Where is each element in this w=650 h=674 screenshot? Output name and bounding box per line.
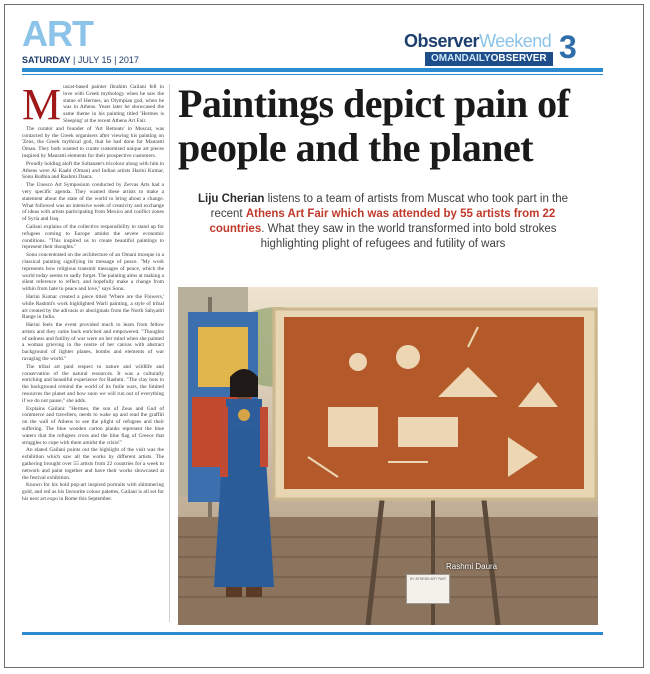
photo-illustration — [178, 287, 598, 625]
body-paragraph: Known for his bold pop-art inspired portraits with shimmering gold, and red as his favourite colour palettes, Gailani is all set for his next art expo in Rome this September. — [22, 482, 164, 503]
masthead-subbrand — [425, 52, 553, 66]
exhibition-sign: BY ATHENS ART FAIR — [406, 574, 450, 604]
drop-cap: M — [22, 84, 62, 129]
dateline-separator: | — [73, 55, 78, 65]
standfirst — [190, 192, 576, 252]
body-paragraph: Harini feels the event provided much to learn from fellow artists and they came back enriched and empowered. "Thoughts of sadness and futility of war were on her mind when she painted a woman grieving in the centre of her canvas with abstract background of lighter planes, bombs and elements of war ravaging the world." — [22, 322, 164, 363]
standfirst-highlight: Athens Art Fair which was attended by 55 artists from 22 countries — [209, 208, 556, 235]
body-paragraph: The Unesco Art Symposium conducted by Zervas Arts had a very specific agenda. They wanted these artists to make a statement about the state of the world to bring about a change. What followed was an intensive week of creativity and exchange of ideas with artists participating from Mexico and conflict zones of Syria and Iraq. — [22, 182, 164, 223]
headline: Paintings depict pain of people and the planet — [178, 81, 570, 170]
brand-weekend: Weekend — [479, 31, 552, 51]
header-rule-thin — [22, 74, 603, 75]
dateline-day: SATURDAY — [22, 55, 71, 65]
body-paragraph: The curator and founder of 'Art Retreats' in Muscat, was contacted by the Greek organisers after viewing his painting on 'Zeus, the Greek mythical god, that he had done for Mauratti Oman. They both wanted to curate customised unique art pieces inspired by Mauratti elements for their prospective customers. — [22, 125, 164, 159]
photo-caption: Rashmi Daura — [446, 562, 498, 571]
brand-main: Observer — [404, 31, 480, 51]
body-paragraph: Sonu concentrated on the architecture of an Omani mosque in a classical painting signifying its message of peace. "My work represents how religious transmit messages of peace, which the world today seems to sadly forget. The painting aims at making a silent reference to reflect, and hopefully make a change from within from hate to peace and love," says Sonu. — [22, 252, 164, 293]
dateline-date: JULY 15 | 2017 — [77, 55, 139, 65]
body-paragraph: Harini Kumar created a piece titled 'Where are the Flowers,' while Rashmi's work highlighted Warli painting, a style of tribal art created by the adivasis or aboriginals from the North Sahyadri Range in India. — [22, 293, 164, 321]
subbrand-b: OBSERVER — [490, 53, 547, 64]
body-paragraph: An elated Gailani points out the highlight of the visit was the exhibition which saw all the works by different artists. The gathering brought over 55 artists from 22 countries for a week to network and paint together and have their works showcased at the festival exhibition. — [22, 447, 164, 481]
body-paragraph: Proudly holding aloft the Sultanate's tricolour along with him in Athens were Al Kaabi (Oman) and Indian artists Harini Kumar, Sonu Budhia and Rashmi Daura. — [22, 160, 164, 181]
article-photo — [178, 287, 598, 625]
footer-rule — [22, 632, 603, 635]
section-title: ART — [22, 13, 93, 54]
body-paragraph: Gailani explains of the collective responsibility to stand up for refugees coming to Europe amidst the severe economic conditions. "This inspired us to create beautiful paintings to represent their thoughts." — [22, 223, 164, 251]
masthead-brand — [404, 31, 551, 51]
column-divider — [169, 84, 170, 622]
subbrand-a: OMANDAILY — [431, 53, 491, 64]
body-paragraph: uscat-based painter Ibrahim Gailani fell in love with Greek mythology when he saw the statue of Hermes, an Olympian god, when he was in Athens. Years later he showcased the same theme in his painting titled 'Hermes is Sleeping' at the recent Athens Art Fair. — [63, 84, 164, 124]
page-number: 3 — [559, 29, 577, 65]
dateline — [22, 53, 162, 68]
body-paragraph: Explains Gailani: "Hermes, the son of Zeus and God of commerce and travellers, needs to wake up and read the graffiti on the wall of Athens to see the plight of refugees and their suffering. The blue wooden carton planks represent the blue waters that the refugees cross and the blue flag of Greece that struggles to cope with them amidst the crisis!" — [22, 405, 164, 446]
byline: Liju Cherian — [197, 193, 265, 205]
header-rule — [22, 68, 603, 72]
article-body-column — [22, 84, 164, 627]
body-paragraph: The tribal art paid respect to nature and wildlife and conservation of the natural resources. It was a culturally enriching and beautiful experience for Rashmi. "The clay huts in the background remind the world of its futile wars, the limited resources the planet and how soon we will run out of everything if we do not pause," she adds. — [22, 363, 164, 404]
standfirst-text-b: . What they saw in the world transformed into bold strokes highlighting plight of refugees and futility of wars — [260, 223, 557, 250]
standfirst-text-a: listens to a team of artists from Muscat who took part in the recent — [210, 193, 569, 220]
